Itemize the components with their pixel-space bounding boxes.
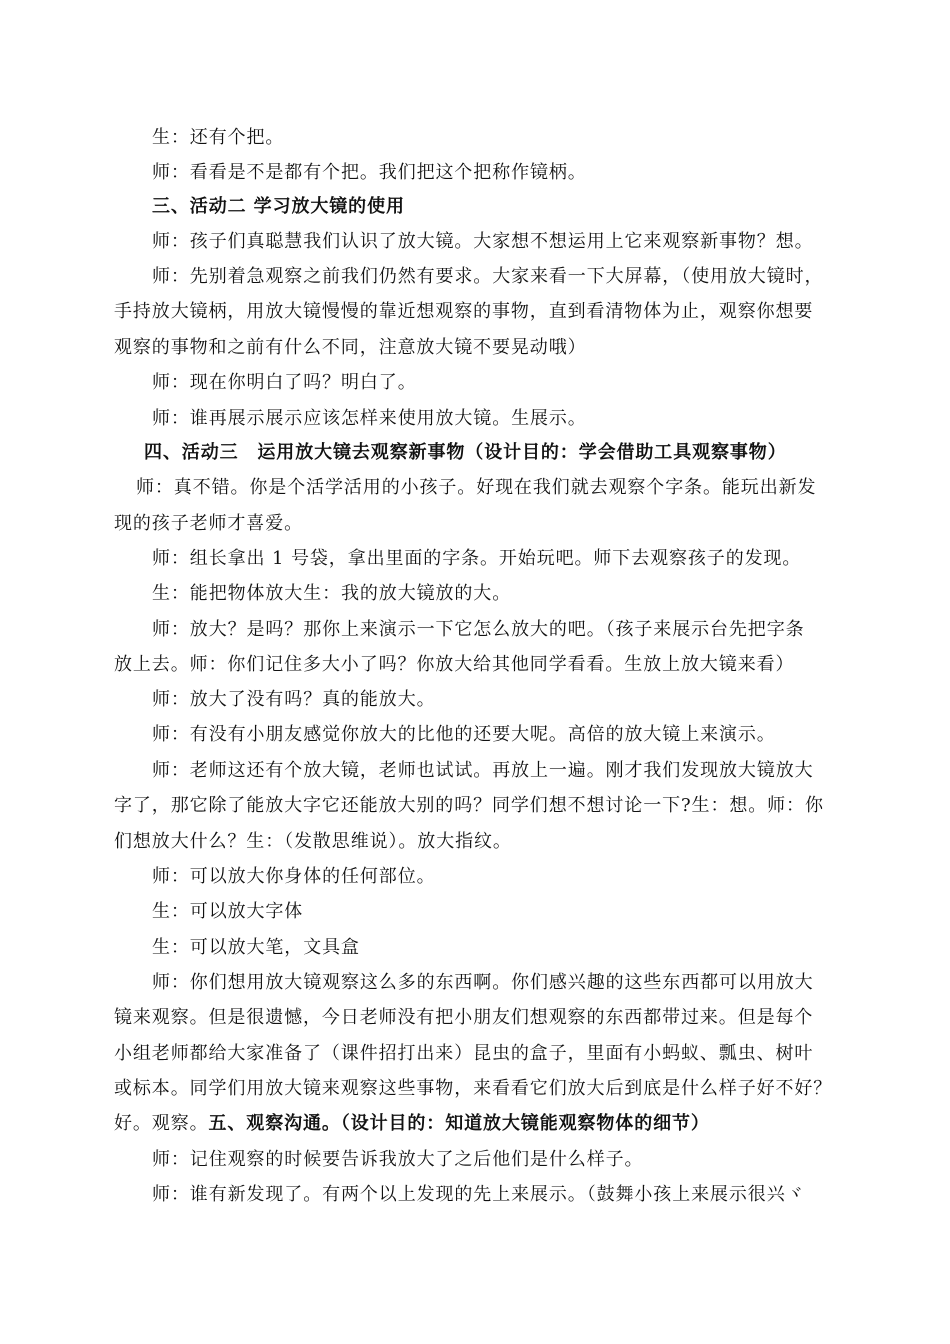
text-line: 生：可以放大笔，文具盒 bbox=[152, 937, 360, 958]
text-line: 手持放大镜柄，用放大镜慢慢的靠近想观察的事物，直到看清物体为止，观察你想要 bbox=[114, 301, 814, 322]
text-line: 镜来观察。但是很遗憾，今日老师没有把小朋友们想观察的东西都带过来。但是每个 bbox=[114, 1007, 814, 1028]
text-line: 师：可以放大你身体的任何部位。 bbox=[152, 866, 436, 887]
text-line: 们想放大什么？生：（发散思维说）。放大指纹。 bbox=[114, 831, 512, 852]
text-line: 字了，那它除了能放大字它还能放大别的吗？同学们想不想讨论一下?生：想。师：你 bbox=[114, 795, 824, 816]
text-line: 师：谁再展示展示应该怎样来使用放大镜。生展示。 bbox=[152, 408, 587, 429]
text-line: 观察的事物和之前有什么不同，注意放大镜不要晃动哦） bbox=[114, 337, 587, 358]
text-line: 师：真不错。你是个活学活用的小孩子。好现在我们就去观察个字条。能玩出新发 bbox=[136, 477, 817, 498]
text-line: 师：先别着急观察之前我们仍然有要求。大家来看一下大屏幕，（使用放大镜时， bbox=[152, 266, 824, 287]
text-line: 师：你们想用放大镜观察这么多的东西啊。你们感兴趣的这些东西都可以用放大 bbox=[152, 972, 814, 993]
text-line: 现的孩子老师才喜爱。 bbox=[114, 513, 303, 534]
text-run: 好。观察。 bbox=[114, 1113, 209, 1134]
text-line: 生：还有个把。 bbox=[152, 127, 285, 148]
text-line: 师：老师这还有个放大镜，老师也试试。再放上一遍。刚才我们发现放大镜放大 bbox=[152, 760, 814, 781]
text-line: 师：谁有新发现了。有两个以上发现的先上来展示。（鼓舞小孩上来展示很兴ヾ bbox=[152, 1184, 805, 1205]
text-line: 小组老师都给大家准备了（课件招打出来）昆虫的盒子，里面有小蚂蚁、瓢虫、树叶 bbox=[114, 1043, 814, 1064]
text-line: 放上去。师：你们记住多大小了吗？你放大给其他同学看看。生放上放大镜来看） bbox=[114, 654, 795, 675]
text-line bbox=[114, 1113, 710, 1135]
text-line: 生：能把物体放大生：我的放大镜放的大。 bbox=[152, 583, 512, 604]
text-line: 师：有没有小朋友感觉你放大的比他的还要大呢。高倍的放大镜上来演示。 bbox=[152, 724, 776, 745]
section-heading: 五、观察沟通。（设计目的：知道放大镜能观察物体的细节） bbox=[208, 1113, 710, 1134]
text-line: 师：放大了没有吗？真的能放大。 bbox=[152, 689, 436, 710]
text-line: 师：组长拿出 1 号袋，拿出里面的字条。开始玩吧。师下去观察孩子的发现。 bbox=[152, 548, 802, 569]
text-line: 师：看看是不是都有个把。我们把这个把称作镜柄。 bbox=[152, 162, 587, 183]
section-heading: 四、活动三 运用放大镜去观察新事物（设计目的：学会借助工具观察事物） bbox=[144, 442, 787, 463]
text-line: 师：记住观察的时候要告诉我放大了之后他们是什么样子。 bbox=[152, 1149, 644, 1170]
text-line: 师：现在你明白了吗？明白了。 bbox=[152, 372, 417, 393]
text-line: 师：孩子们真聪慧我们认识了放大镜。大家想不想运用上它来观察新事物？想。 bbox=[152, 231, 814, 252]
text-line: 或标本。同学们用放大镜来观察这些事物，来看看它们放大后到底是什么样子好不好？ bbox=[114, 1078, 833, 1099]
text-line: 生：可以放大字体 bbox=[152, 901, 304, 922]
section-heading: 三、活动二 学习放大镜的使用 bbox=[152, 196, 405, 217]
text-line: 师：放大？是吗？那你上来演示一下它怎么放大的吧。（孩子来展示台先把字条 bbox=[152, 619, 805, 640]
